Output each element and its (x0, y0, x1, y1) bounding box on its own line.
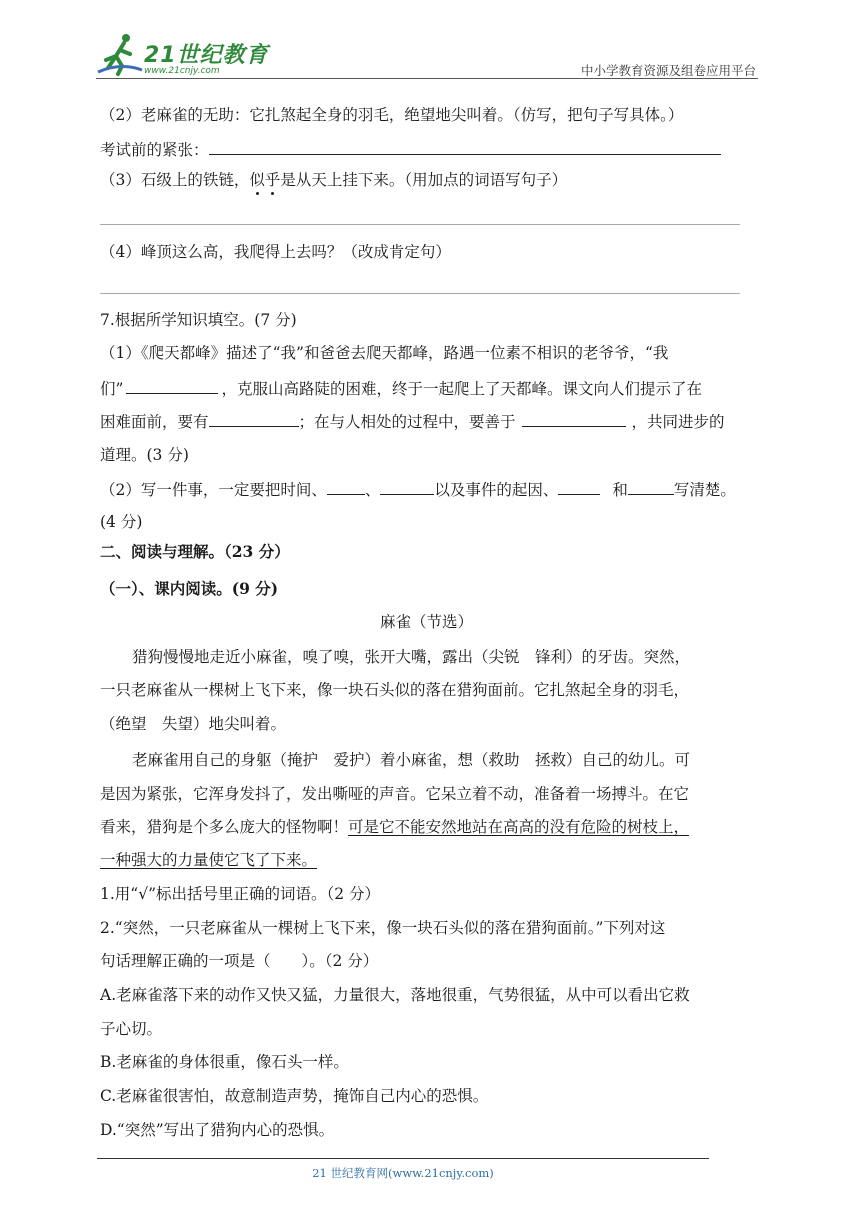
subsection-title: （一）、课内阅读。(9 分) (100, 579, 279, 598)
underlined-text: 一种强大的力量使它飞了下来。 (100, 851, 318, 869)
dotted-char: 乎 (264, 171, 281, 189)
q7-title: 7.根据所学知识填空。(7 分) (100, 311, 297, 329)
logo-text: 21世纪教育 (144, 43, 269, 68)
q7-p1-line4: 道理。(3 分) (100, 446, 189, 464)
q7-p2-line1: （2）写一件事，一定要把时间、 、 以及事件的起因、 和 写清楚。 (100, 481, 736, 499)
q7-p1-line1: （1）《爬天都峰》描述了“我”和爸爸去爬天都峰，路遇一位素不相识的老爷爷，“我 (100, 344, 669, 362)
answer-blank[interactable] (628, 479, 674, 495)
option-a-line2: 子心切。 (100, 1020, 163, 1038)
answer-blank[interactable] (522, 411, 626, 427)
answer-blank[interactable] (380, 479, 434, 495)
footer-text: 21 世纪教育网(www.21cnjy.com) (312, 1166, 494, 1180)
option-a-line1: A.老麻雀落下来的动作又快又猛，力量很大，落地很重，气势很猛，从中可以看出它救 (100, 986, 690, 1004)
q7-p1-line2: 们” ，克服山高路陡的困难，终于一起爬上了天都峰。课文向人们提示了在 (100, 380, 702, 398)
option-b: B.老麻雀的身体很重，像石头一样。 (100, 1053, 349, 1071)
underlined-text: 可是它不能安然地站在高高的没有危险的树枝上， (348, 818, 690, 836)
q6-s2-answer-line (100, 139, 721, 160)
logo (96, 32, 296, 80)
page-header (0, 0, 860, 80)
q6-s3-prompt: （3）石级上的铁链，似乎是从天上挂下来。（用加点的词语写句子） (100, 171, 568, 189)
option-d: D.“突然”写出了猎狗内心的恐惧。 (100, 1121, 335, 1139)
question-2-line2: 句话理解正确的一项是（ ）。（2 分） (100, 952, 379, 970)
passage-line: 猎狗慢慢地走近小麻雀，嗅了嗅，张开大嘴，露出（尖锐 锋利）的牙齿。突然， (132, 648, 691, 666)
q6-s2-label: 考试前的紧张： (100, 141, 209, 159)
passage-line: 老麻雀用自己的身躯（掩护 爱护）着小麻雀，想（救助 拯救）自己的幼儿。可 (132, 751, 691, 769)
header-divider (96, 78, 758, 79)
passage-title: 麻雀（节选） (380, 613, 474, 631)
running-man-icon (96, 32, 144, 76)
passage-line: （绝望 失望）地尖叫着。 (100, 715, 287, 733)
answer-blank[interactable] (126, 378, 218, 394)
footer-divider (97, 1158, 709, 1159)
passage-line: 是因为紧张，它浑身发抖了，发出嘶哑的声音。它呆立着不动，准备着一场搏斗。在它 (100, 785, 690, 803)
passage-line: 看来，猎狗是个多么庞大的怪物啊！可是它不能安然地站在高高的没有危险的树枝上， (100, 818, 690, 836)
q7-p2-score: (4 分) (100, 513, 143, 531)
answer-line[interactable] (100, 224, 740, 225)
answer-blank[interactable] (209, 139, 721, 155)
logo-url: www.21cnjy.com (144, 66, 220, 76)
answer-blank[interactable] (327, 479, 365, 495)
answer-blank[interactable] (209, 411, 299, 427)
q6-s4-prompt: （4）峰顶这么高，我爬得上去吗？（改成肯定句） (100, 243, 451, 261)
dotted-char: 似 (249, 171, 265, 189)
platform-name: 中小学教育资源及组卷应用平台 (580, 63, 756, 78)
q6-s2-prompt: （2）老麻雀的无助：它扎煞起全身的羽毛，绝望地尖叫着。（仿写，把句子写具体。） (100, 106, 684, 124)
section-title: 二、阅读与理解。（23 分） (100, 542, 290, 561)
answer-line[interactable] (100, 293, 740, 294)
q7-p1-line3: 困难面前，要有 ；在与人相处的过程中，要善于 ，共同进步的 (100, 413, 725, 431)
option-c: C.老麻雀很害怕，故意制造声势，掩饰自己内心的恐惧。 (100, 1087, 489, 1105)
question-1: 1.用“√”标出括号里正确的词语。（2 分） (100, 885, 381, 903)
answer-blank[interactable] (558, 479, 600, 495)
question-2-line1: 2.“突然，一只老麻雀从一棵树上飞下来，像一块石头似的落在猎狗面前。”下列对这 (100, 919, 666, 937)
passage-line: 一只老麻雀从一棵树上飞下来，像一块石头似的落在猎狗面前。它扎煞起全身的羽毛， (100, 681, 690, 699)
